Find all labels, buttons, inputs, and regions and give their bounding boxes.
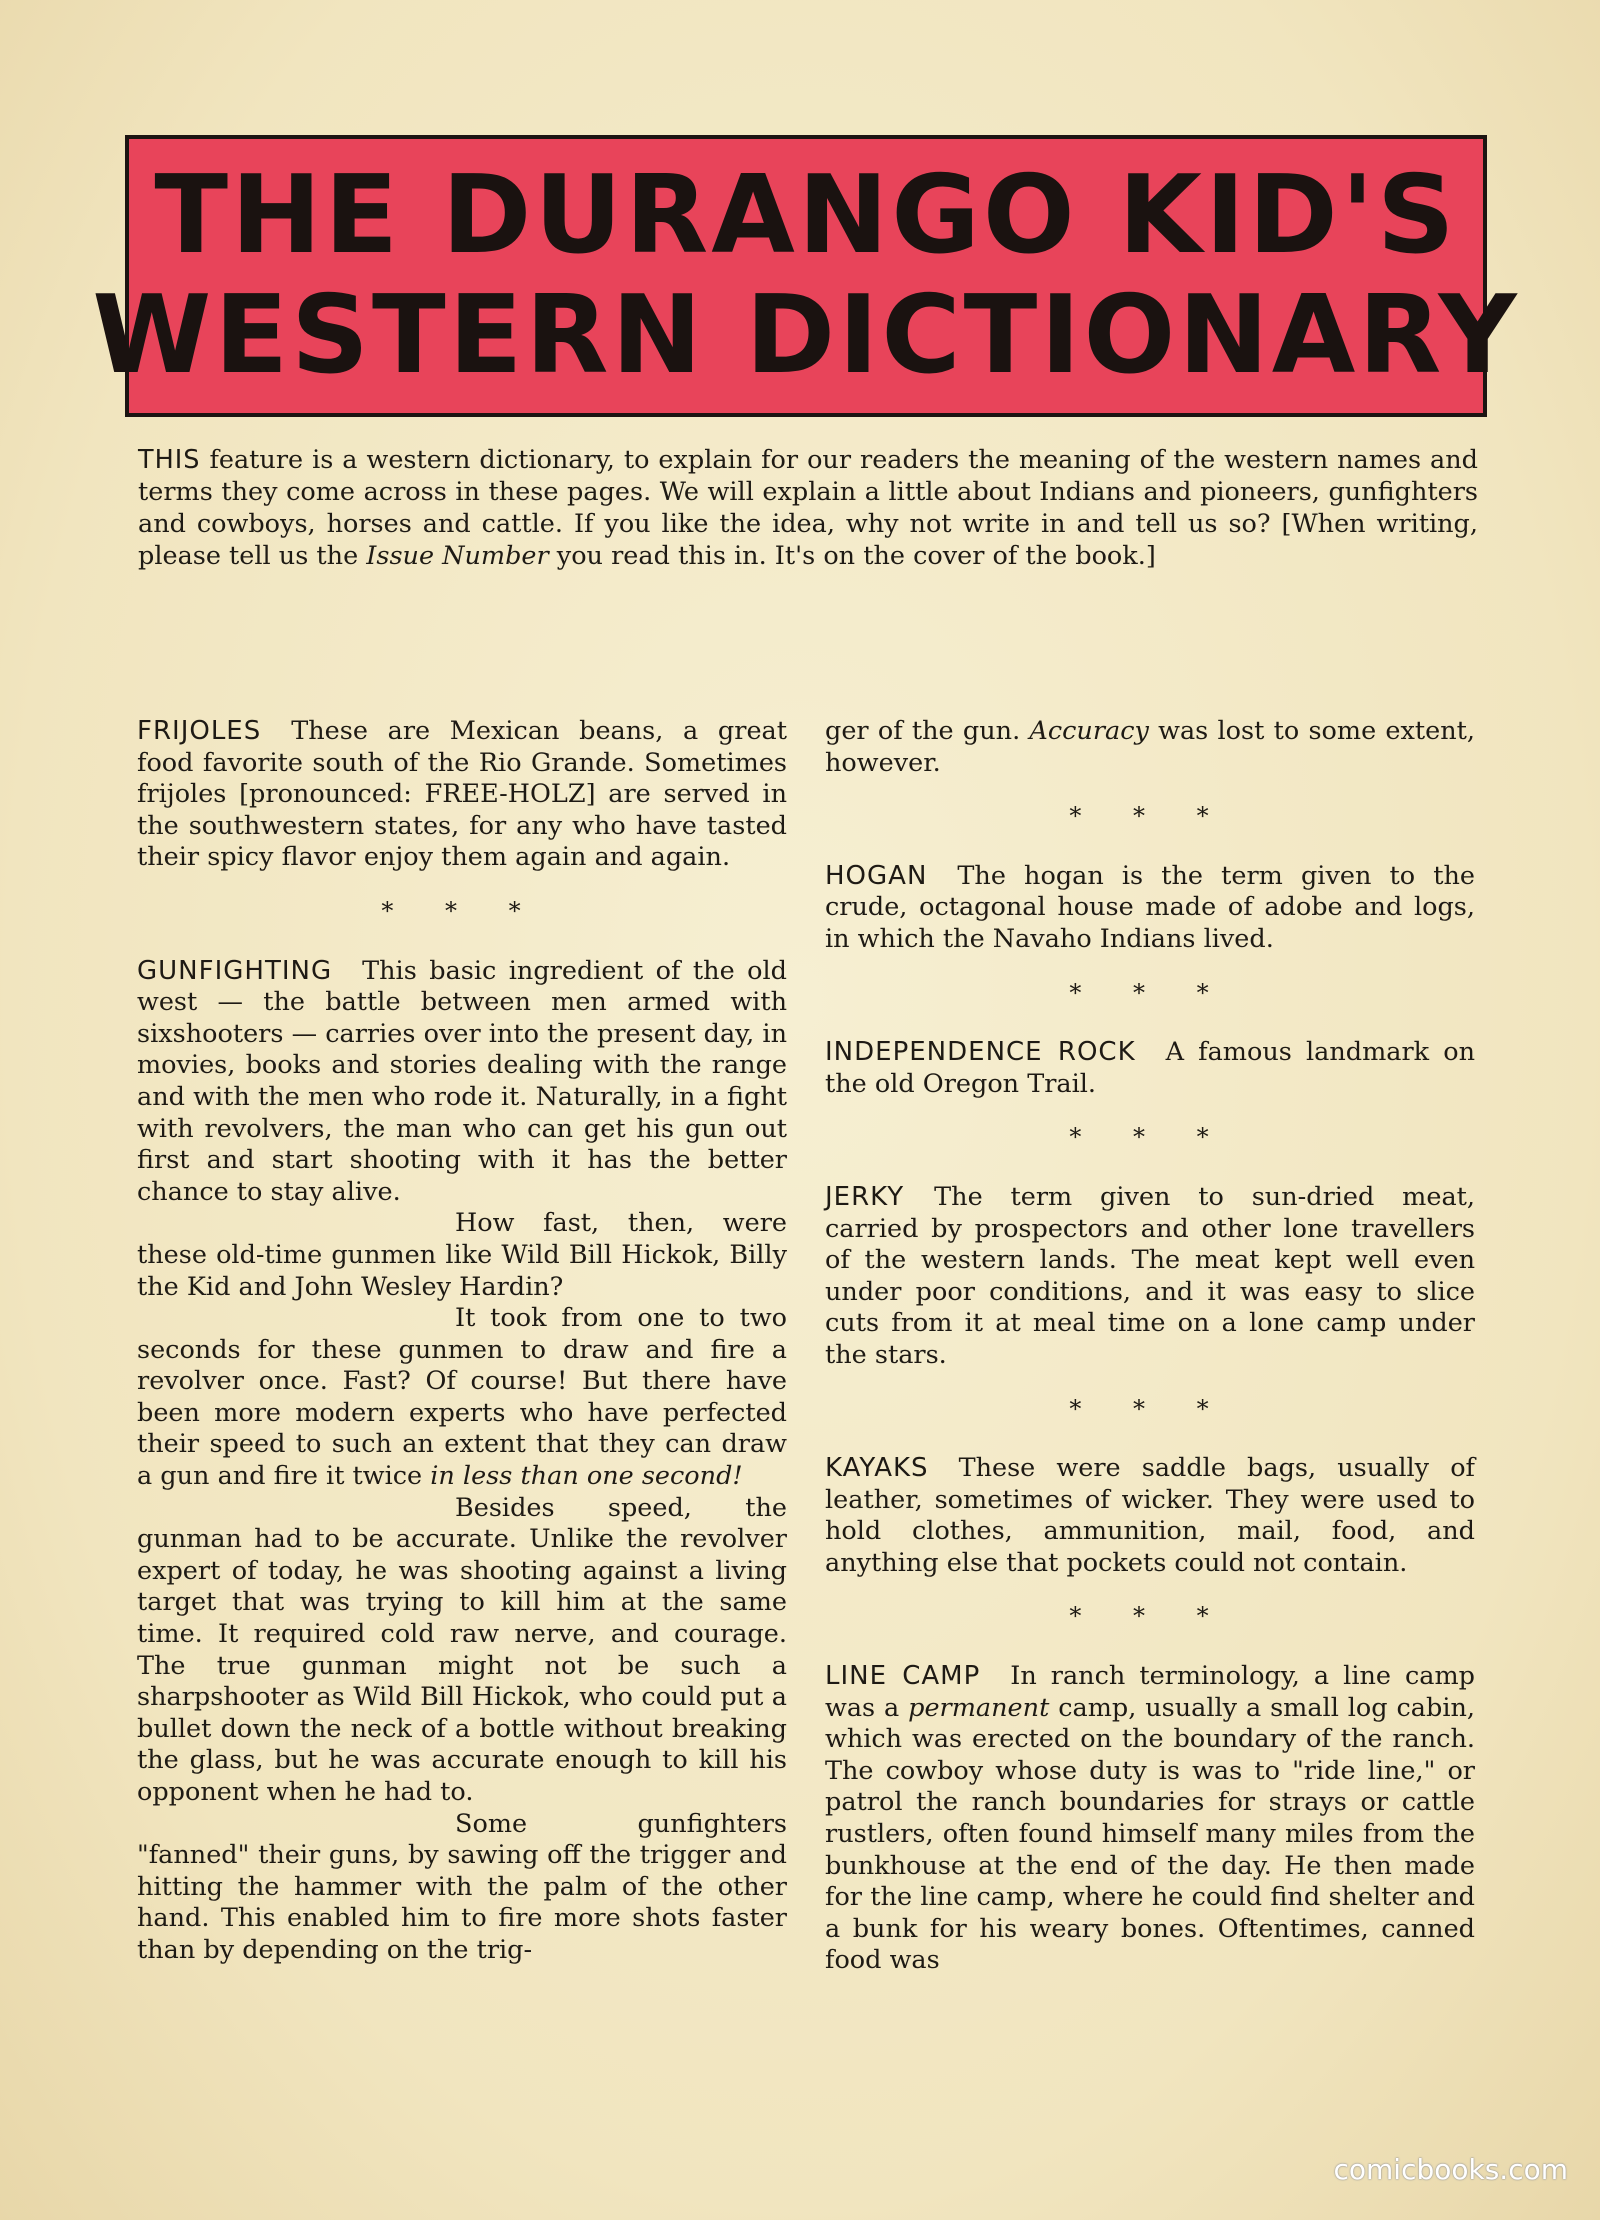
entry-text-frijoles: These are Mexican beans, a great food favorite south of the Rio Grande. Sometimes frijoles [pronounced: FREE-HOLZ] are served in the southwestern states, for any who have tasted their spicy flavor enjoy them again and again.	[137, 716, 787, 873]
entry-gunfighting	[137, 956, 787, 1967]
separator: * * *	[381, 896, 543, 925]
title-line-2: WESTERN DICTIONARY	[92, 273, 1520, 398]
entry-head-independence-rock: INDEPENDENCE ROCK	[825, 1037, 1136, 1068]
entry-text-gunfighting-1: This basic ingredient of the old west — the battle between men armed with sixshooters — carries over into the present day, in movies, books and stories dealing with the range and with the men who rode it. Naturally, in a fight with revolvers, the man who can get his gun out first and start shooting with it has the better chance to stay alive.	[137, 955, 787, 1207]
entry-kayaks	[825, 1453, 1475, 1579]
entry-text-gunfighting-2: How fast, then, were these old-time gunmen like Wild Bill Hickok, Billy the Kid and John Wesley Hardin?	[137, 1208, 787, 1302]
entry-text-kayaks: These were saddle bags, usually of leather, sometimes of wicker. They were used to hold clothes, ammunition, mail, food, and anything else that pockets could not contain.	[825, 1453, 1475, 1578]
separator: * * *	[1069, 978, 1231, 1007]
entry-frijoles	[137, 716, 787, 874]
entry-head-hogan: HOGAN	[825, 860, 928, 891]
entry-independence-rock	[825, 1037, 1475, 1100]
intro-paragraph	[138, 444, 1478, 572]
entry-text-hogan: The hogan is the term given to the crude, octagonal house made of adobe and logs, in which the Navaho Indians lived.	[825, 860, 1475, 954]
entry-text-gunfighting-3-italic: in less than one second!	[430, 1461, 743, 1492]
separator: * * *	[1069, 1602, 1231, 1631]
entry-text-jerky: The term given to sun-dried meat, carried by prospectors and other lone travellers of the western lands. The meat kept well even under poor conditions, and it was easy to slice cuts from it at meal time on a lone camp under the stars.	[825, 1181, 1475, 1370]
entry-text-line-camp-italic: permanent	[908, 1692, 1050, 1723]
entry-text-line-camp-a: In ranch terminology, a line camp was a	[825, 1661, 1475, 1723]
entry-head-line-camp: LINE CAMP	[825, 1661, 981, 1692]
entry-text-independence-rock: A famous landmark on the old Oregon Trail.	[825, 1037, 1475, 1099]
entry-text-gunfighting-4: Besides speed, the gunman had to be accurate. Unlike the revolver expert of today, he was shooting against a living target that was trying to kill him at the same time. It required cold raw nerve, and courage. The true gunman might not be such a sharpshooter as Wild Bill Hickok, who could put a bullet down the neck of a bottle without breaking the glass, but he was accurate enough to kill his opponent when he had to.	[137, 1492, 787, 1807]
entry-line-camp	[825, 1661, 1475, 1977]
entry-head-jerky: JERKY	[825, 1181, 905, 1212]
entry-head-gunfighting: GUNFIGHTING	[137, 955, 333, 986]
continued-italic: Accuracy	[1029, 716, 1149, 746]
intro-issue-number: Issue Number	[366, 541, 549, 571]
entry-text-line-camp-b: camp, usually a small log cabin, which was erected on the boundary of the ranch. The cowboy whose duty is was to "ride line," or patrol the ranch boundaries for strays or cattle rustlers, often found himself many miles from the bunkhouse at the end of the day. He then made for the line camp, where he could find shelter and a bunk for his weary bones. Oftentimes, canned food was	[825, 1692, 1476, 1976]
separator: * * *	[1069, 1123, 1231, 1152]
intro-text-2: you read this in. It's on the cover of the book.]	[548, 541, 1156, 571]
intro-text-1: feature is a western dictionary, to explain for our readers the meaning of the western names and terms they come across in these pages. We will explain a little about Indians and pioneers, gunfighters and cowboys, horses and cattle. If you like the idea, why not write in and tell us so? [When writing, please tell us the	[138, 445, 1478, 571]
separator: * * *	[1069, 1394, 1231, 1423]
right-column	[825, 716, 1475, 1977]
continued-text-b: was lost to some extent, however.	[825, 716, 1475, 778]
entry-text-gunfighting-5: Some gunfighters "fanned" their guns, by sawing off the trigger and hitting the hammer with the palm of the other hand. This enabled him to fire more shots faster than by depending on the trig-	[137, 1808, 787, 1965]
title-line-1: THE DURANGO KID'S	[154, 153, 1458, 278]
entry-head-kayaks: KAYAKS	[825, 1453, 929, 1484]
watermark-text: comicbooks.com	[1333, 2153, 1568, 2186]
entry-text-gunfighting-3: It took from one to two seconds for these gunmen to draw and fire a revolver once. Fast? Of course! But there have been more modern experts who have perfected their speed to such an extent that they can draw a gun and fire it twice	[137, 1303, 787, 1492]
title-banner	[92, 135, 1520, 417]
separator: * * *	[1069, 802, 1231, 831]
entry-hogan	[825, 861, 1475, 956]
left-column	[137, 716, 787, 1967]
continued-text-a: ger of the gun.	[825, 716, 1030, 746]
entry-gunfighting-continued	[825, 716, 1475, 779]
intro-lead: THIS	[138, 445, 201, 475]
entry-head-frijoles: FRIJOLES	[137, 716, 262, 746]
entry-jerky	[825, 1182, 1475, 1372]
